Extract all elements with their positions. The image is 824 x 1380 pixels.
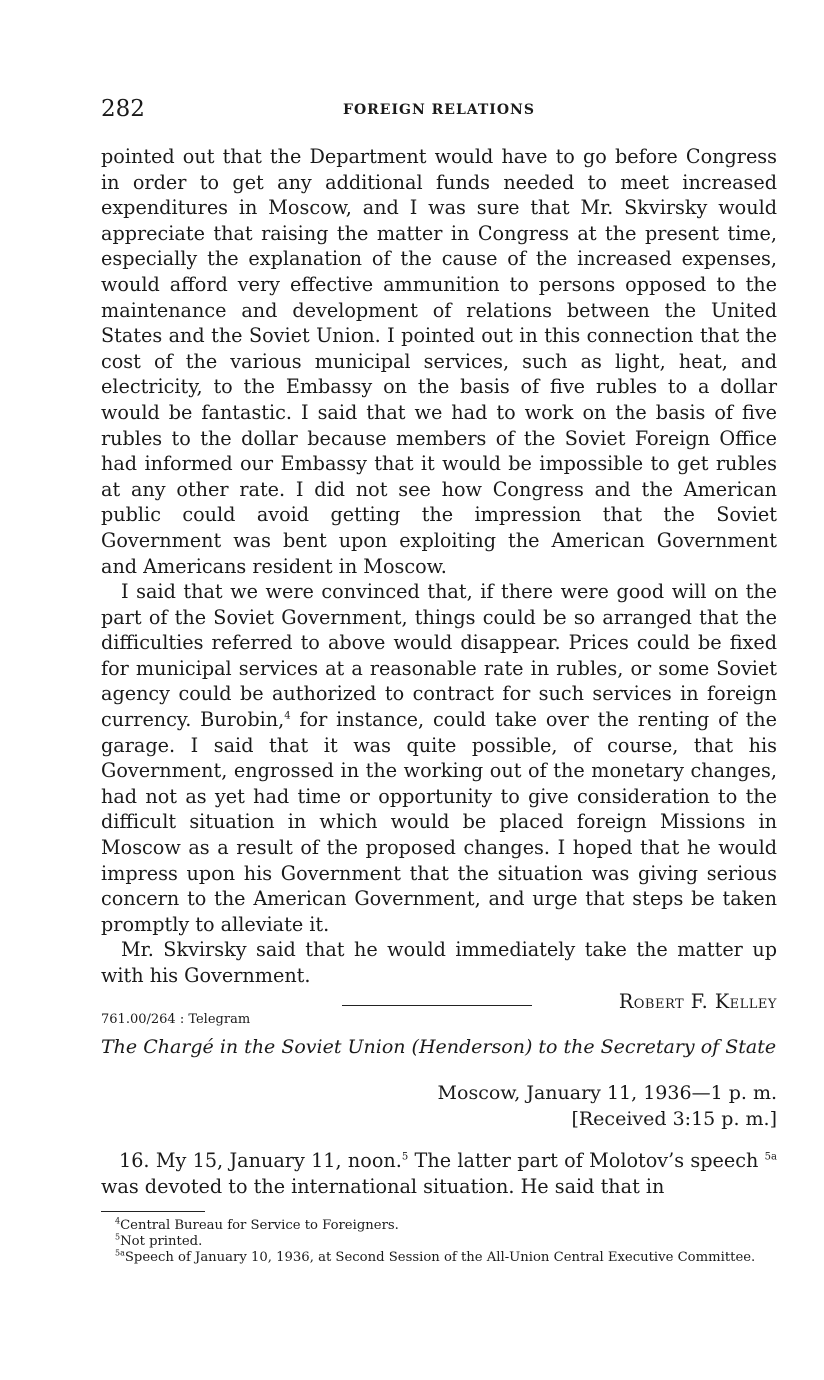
telegram-text-1: 16. My 15, January 11, noon. (119, 1149, 402, 1172)
memo-paragraph-2-part-2: for instance, could take over the renting of the garage. I said that it was quite possible, of course, that his Government, engrossed in the working out of the monetary changes, had not as yet had time or opportunity to give consideration to the difficult situation in which would be placed foreign Missions in Moscow as a result of the proposed changes. I hoped that he would impress upon his Government that the situation was giving serious concern to the American Government, and urge that steps be taken promptly to alleviate it. (101, 708, 778, 936)
footnote (101, 1234, 777, 1250)
footnote-ref-5: 5 (401, 1151, 409, 1163)
footnote-ref-4: 4 (284, 710, 291, 722)
running-title: FOREIGN RELATIONS (343, 102, 535, 118)
footnote (101, 1218, 777, 1234)
page-number: 282 (101, 96, 145, 122)
telegram-body (101, 1148, 777, 1200)
memo-body (101, 144, 777, 1014)
footnote-text: Central Bureau for Service to Foreigners. (120, 1218, 399, 1233)
telegram-text-2: The latter part of Molotov’s speech (408, 1149, 765, 1172)
file-reference: 761.00/264 : Telegram (101, 1012, 251, 1027)
footnote-mark: 5a (115, 1248, 125, 1258)
footnote-ref-5a: 5a (764, 1151, 777, 1163)
signature: Robert F. Kelley (618, 989, 777, 1013)
footnote-text: Not printed. (120, 1234, 203, 1249)
dateline-block (438, 1080, 777, 1132)
memo-paragraph-2 (101, 579, 777, 937)
footnote-mark: 5 (115, 1232, 121, 1242)
dateline: Moscow, January 11, 1936—1 p. m. (437, 1082, 777, 1104)
running-head (101, 96, 777, 126)
footnote-divider (101, 1211, 205, 1212)
section-divider (342, 1005, 532, 1006)
document-heading: The Chargé in the Soviet Union (Henderson) to the Secretary of State (101, 1036, 777, 1058)
telegram-paragraph (101, 1148, 777, 1200)
memo-paragraph-2-part-1: I said that we were convinced that, if there were good will on the part of the Soviet Government, things could be so arranged that the difficulties referred to above would disappear. Prices could be fixed for municipal services at a reasonable rate in rubles, or some Soviet agency could be authorized to contract for such services in foreign currency. Burobin, (101, 580, 777, 732)
memo-paragraph-1: pointed out that the Department would have to go before Congress in order to get any additional funds needed to meet increased expenditures in Moscow, and I was sure that Mr. Skvirsky would appreciate that raising the matter in Congress at the present time, especially the explanation of the cause of the increased expenses, would afford very effective ammunition to persons opposed to the maintenance and development of relations between the United States and the Soviet Union. I pointed out in this connection that the cost of the various municipal services, such as light, heat, and electricity, to the Embassy on the basis of five rubles to a dollar would be fantastic. I said that we had to work on the basis of five rubles to the dollar because members of the Soviet Foreign Office had informed our Embassy that it would be impossible to get rubles at any other rate. I did not see how Congress and the American public could avoid getting the impression that the Soviet Government was bent upon exploiting the American Government and Americans resident in Moscow. (101, 145, 777, 578)
footnote-mark: 4 (115, 1216, 121, 1226)
received-line: [Received 3:15 p. m.] (571, 1108, 777, 1130)
footnote (101, 1250, 777, 1266)
footnotes (101, 1218, 777, 1266)
telegram-text-3: was devoted to the international situation. He said that in (101, 1175, 665, 1198)
memo-paragraph-3: Mr. Skvirsky said that he would immediately take the matter up with his Government. (101, 938, 777, 987)
footnote-text: Speech of January 10, 1936, at Second Session of the All-Union Central Executive Committee. (124, 1250, 756, 1265)
